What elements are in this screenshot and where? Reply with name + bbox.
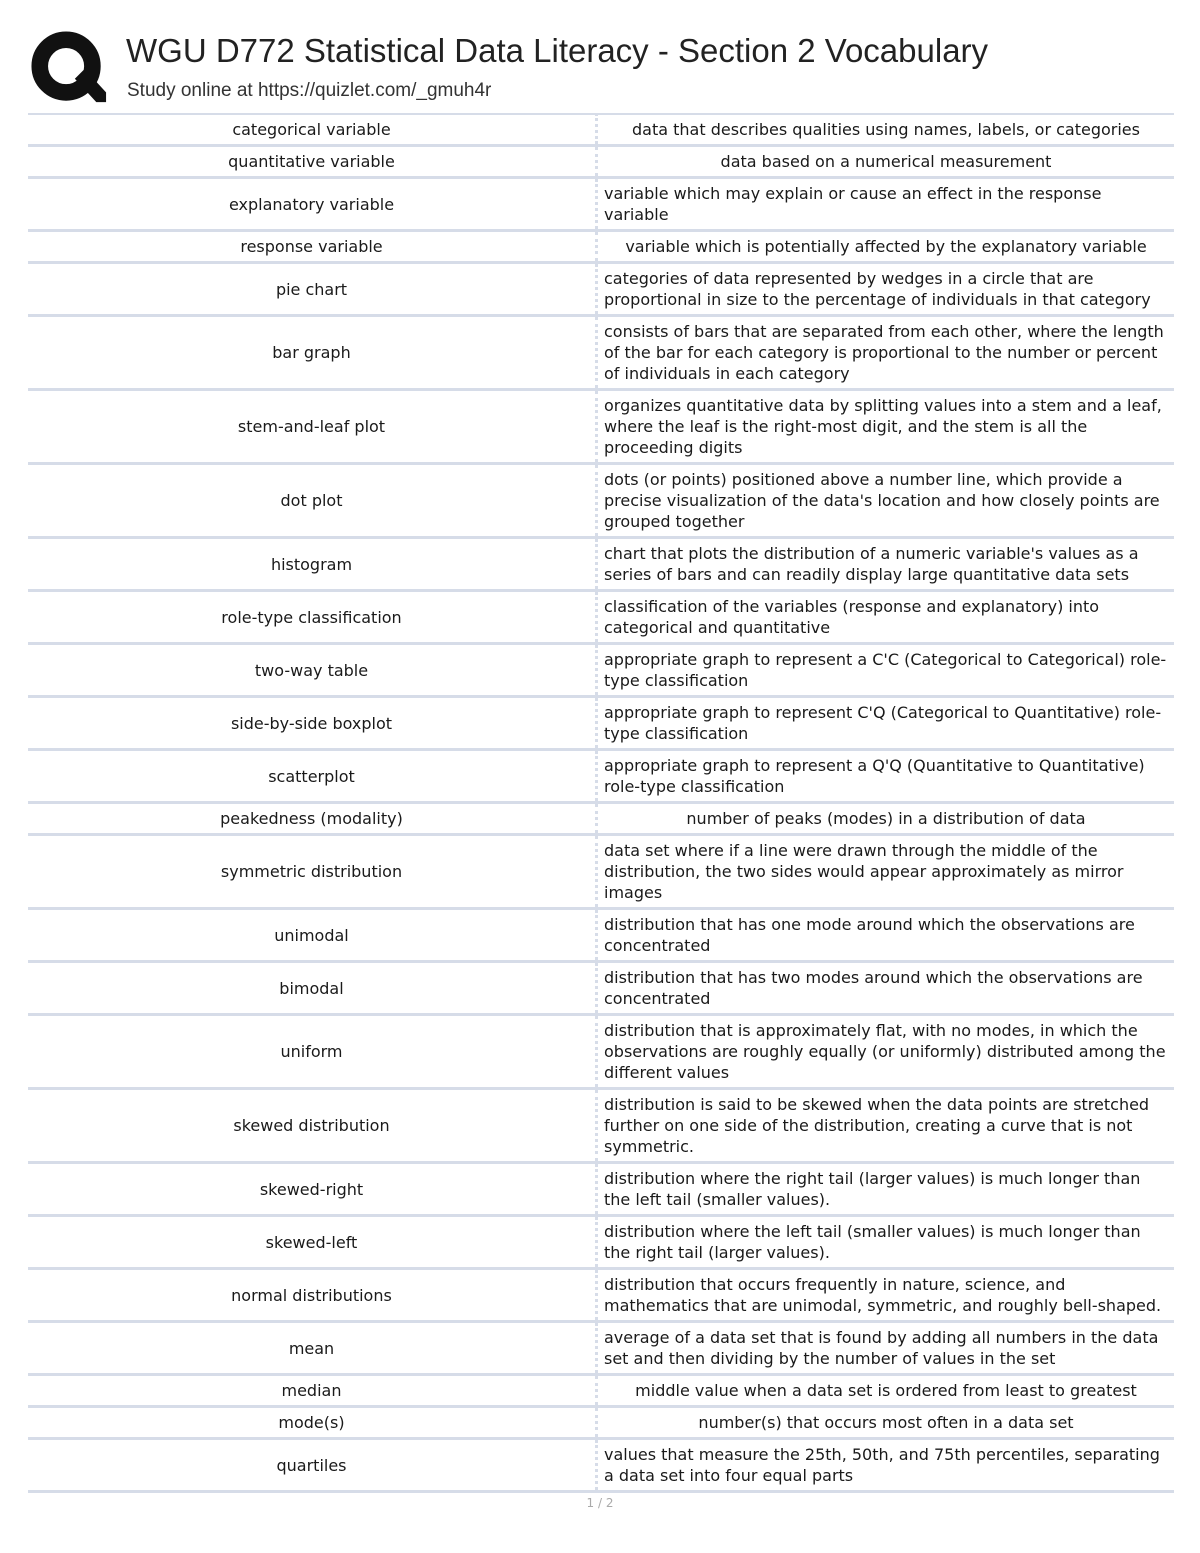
definition-cell: organizes quantitative data by splitting values into a stem and a leaf, where the leaf is the right-most digit, and the stem is all the proceeding digits	[597, 390, 1175, 464]
study-prefix: Study online at	[127, 80, 258, 101]
term-cell: two-way table	[28, 644, 597, 697]
definition-cell: chart that plots the distribution of a numeric variable's values as a series of bars and can readily display large quantitative data sets	[597, 538, 1175, 591]
vocab-row	[28, 538, 1174, 591]
vocab-row	[28, 390, 1174, 464]
definition-cell: appropriate graph to represent a C'C (Categorical to Categorical) role-type classification	[597, 644, 1175, 697]
vocab-row	[28, 909, 1174, 962]
term-cell: mode(s)	[28, 1407, 597, 1439]
vocab-row	[28, 1015, 1174, 1089]
vocab-row	[28, 316, 1174, 390]
term-cell: unimodal	[28, 909, 597, 962]
definition-cell: classification of the variables (response and explanatory) into categorical and quantitative	[597, 591, 1175, 644]
vocab-row	[28, 1163, 1174, 1216]
term-cell: mean	[28, 1322, 597, 1375]
term-cell: bar graph	[28, 316, 597, 390]
term-cell: skewed-right	[28, 1163, 597, 1216]
term-cell: quantitative variable	[28, 146, 597, 178]
vocab-row	[28, 1216, 1174, 1269]
term-cell: symmetric distribution	[28, 835, 597, 909]
definition-cell: variable which may explain or cause an effect in the response variable	[597, 178, 1175, 231]
page-indicator: 1 / 2	[586, 1496, 614, 1510]
vocabulary-table	[28, 113, 1174, 1493]
vocab-row	[28, 114, 1174, 146]
vocab-row	[28, 263, 1174, 316]
definition-cell: data that describes qualities using names, labels, or categories	[597, 114, 1175, 146]
term-cell: histogram	[28, 538, 597, 591]
term-cell: stem-and-leaf plot	[28, 390, 597, 464]
definition-cell: distribution is said to be skewed when the data points are stretched further on one side of the distribution, creating a curve that is not symmetric.	[597, 1089, 1175, 1163]
term-cell: skewed-left	[28, 1216, 597, 1269]
term-cell: role-type classification	[28, 591, 597, 644]
vocab-row	[28, 1439, 1174, 1492]
vocab-row	[28, 591, 1174, 644]
vocab-row	[28, 697, 1174, 750]
vocab-row	[28, 644, 1174, 697]
term-cell: quartiles	[28, 1439, 597, 1492]
page-header	[30, 28, 1170, 108]
term-cell: skewed distribution	[28, 1089, 597, 1163]
term-cell: median	[28, 1375, 597, 1407]
definition-cell: number of peaks (modes) in a distribution of data	[597, 803, 1175, 835]
term-cell: response variable	[28, 231, 597, 263]
vocab-row	[28, 1322, 1174, 1375]
definition-cell: variable which is potentially affected by the explanatory variable	[597, 231, 1175, 263]
definition-cell: average of a data set that is found by adding all numbers in the data set and then dividing by the number of values in the set	[597, 1322, 1175, 1375]
definition-cell: data based on a numerical measurement	[597, 146, 1175, 178]
term-cell: explanatory variable	[28, 178, 597, 231]
study-link[interactable]: https://quizlet.com/_gmuh4r	[257, 80, 492, 101]
term-cell: pie chart	[28, 263, 597, 316]
term-cell: normal distributions	[28, 1269, 597, 1322]
vocab-row	[28, 231, 1174, 263]
definition-cell: dots (or points) positioned above a number line, which provide a precise visualization of the data's location and how closely points are grouped together	[597, 464, 1175, 538]
definition-cell: values that measure the 25th, 50th, and 75th percentiles, separating a data set into four equal parts	[597, 1439, 1175, 1492]
vocab-row	[28, 1269, 1174, 1322]
definition-cell: appropriate graph to represent a Q'Q (Quantitative to Quantitative) role-type classification	[597, 750, 1175, 803]
vocab-row	[28, 464, 1174, 538]
definition-cell: distribution that is approximately flat, with no modes, in which the observations are roughly equally (or uniformly) distributed among the different values	[597, 1015, 1175, 1089]
definition-cell: distribution where the left tail (smaller values) is much longer than the right tail (larger values).	[597, 1216, 1175, 1269]
vocab-row	[28, 1375, 1174, 1407]
term-cell: scatterplot	[28, 750, 597, 803]
term-cell: categorical variable	[28, 114, 597, 146]
definition-cell: middle value when a data set is ordered from least to greatest	[597, 1375, 1175, 1407]
vocabulary-list	[28, 114, 1174, 1492]
study-online-text	[127, 80, 491, 102]
definition-cell: distribution that occurs frequently in nature, science, and mathematics that are unimodal, symmetric, and roughly bell-shaped.	[597, 1269, 1175, 1322]
vocab-row	[28, 962, 1174, 1015]
definition-cell: appropriate graph to represent C'Q (Categorical to Quantitative) role-type classification	[597, 697, 1175, 750]
definition-cell: distribution that has one mode around which the observations are concentrated	[597, 909, 1175, 962]
term-cell: uniform	[28, 1015, 597, 1089]
term-cell: dot plot	[28, 464, 597, 538]
definition-cell: number(s) that occurs most often in a data set	[597, 1407, 1175, 1439]
term-cell: side-by-side boxplot	[28, 697, 597, 750]
vocab-row	[28, 1089, 1174, 1163]
definition-cell: consists of bars that are separated from each other, where the length of the bar for each category is proportional to the number or percent of individuals in each category	[597, 316, 1175, 390]
vocab-row	[28, 1407, 1174, 1439]
term-cell: peakedness (modality)	[28, 803, 597, 835]
vocab-row	[28, 803, 1174, 835]
definition-cell: distribution that has two modes around which the observations are concentrated	[597, 962, 1175, 1015]
page-title: WGU D772 Statistical Data Literacy - Section 2 Vocabulary	[126, 32, 989, 69]
vocab-row	[28, 835, 1174, 909]
vocab-row	[28, 178, 1174, 231]
definition-cell: categories of data represented by wedges in a circle that are proportional in size to the percentage of individuals in that category	[597, 263, 1175, 316]
definition-cell: distribution where the right tail (larger values) is much longer than the left tail (smaller values).	[597, 1163, 1175, 1216]
vocab-row	[28, 750, 1174, 803]
definition-cell: data set where if a line were drawn through the middle of the distribution, the two sides would appear approximately as mirror images	[597, 835, 1175, 909]
term-cell: bimodal	[28, 962, 597, 1015]
vocab-row	[28, 146, 1174, 178]
quizlet-logo-icon	[30, 30, 108, 108]
